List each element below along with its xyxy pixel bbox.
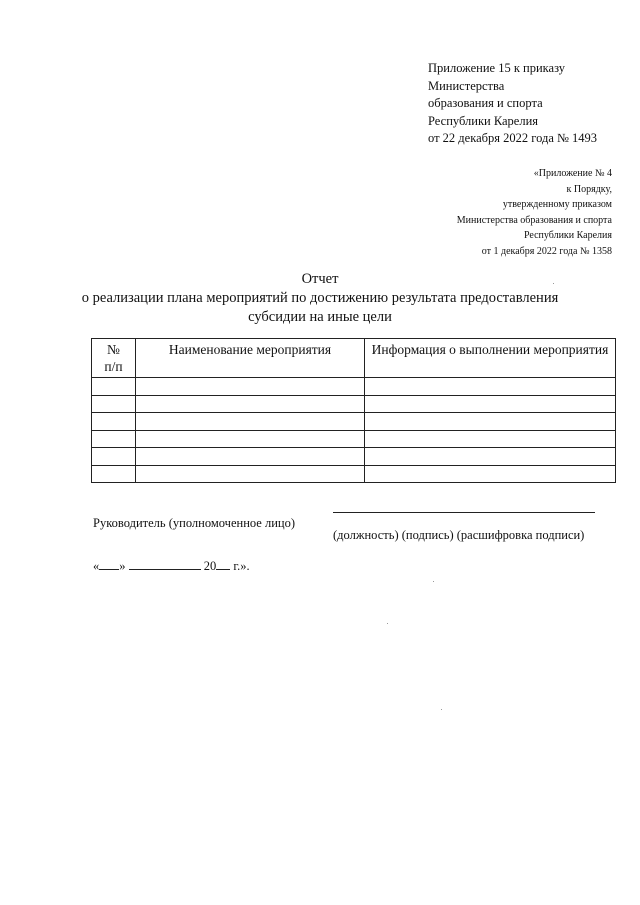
row-number-cell[interactable]	[92, 395, 136, 413]
row-number-cell[interactable]	[92, 465, 136, 483]
scan-speck	[441, 709, 442, 710]
report-table	[91, 338, 616, 483]
table-row	[92, 448, 616, 466]
date-month-blank[interactable]	[129, 557, 201, 570]
appendix-4-line: к Порядку,	[566, 183, 612, 195]
date-century: 20	[203, 559, 217, 573]
date-year-blank[interactable]	[216, 557, 230, 570]
appendix-15-header	[428, 60, 597, 148]
table-row	[92, 465, 616, 483]
signature-line[interactable]	[333, 512, 595, 514]
report-title	[0, 270, 640, 327]
date-day-blank[interactable]	[99, 557, 119, 570]
report-title-subject-cont: субсидии на иные цели	[248, 309, 392, 325]
header-event-name: Наименование мероприятия	[136, 339, 365, 378]
row-number-cell[interactable]	[92, 378, 136, 396]
row-execution-info-cell[interactable]	[365, 413, 616, 431]
report-title-heading: Отчет	[301, 271, 339, 287]
appendix-4-line: «Приложение № 4	[533, 168, 612, 179]
row-event-name-cell[interactable]	[136, 395, 365, 413]
row-execution-info-cell[interactable]	[365, 378, 616, 396]
table-row	[92, 413, 616, 431]
header-execution-info: Информация о выполнении мероприятия	[365, 339, 616, 378]
row-execution-info-cell[interactable]	[365, 448, 616, 466]
row-execution-info-cell[interactable]	[365, 395, 616, 413]
appendix-4-line: Министерства образования и спорта	[456, 214, 612, 226]
date-close-quote: »	[119, 559, 126, 573]
appendix-15-line: образования и спорта	[428, 96, 543, 110]
date-open-quote: «	[93, 559, 100, 573]
date-line	[93, 557, 250, 574]
row-number-cell[interactable]	[92, 448, 136, 466]
row-event-name-cell[interactable]	[136, 448, 365, 466]
date-suffix: г.».	[233, 559, 250, 573]
appendix-4-line: Республики Карелия	[523, 230, 612, 241]
row-event-name-cell[interactable]	[136, 378, 365, 396]
appendix-4-header	[457, 166, 612, 259]
table-row	[92, 430, 616, 448]
row-event-name-cell[interactable]	[136, 413, 365, 431]
row-event-name-cell[interactable]	[136, 465, 365, 483]
scan-speck	[387, 623, 388, 624]
table-row	[92, 395, 616, 413]
table-row	[92, 378, 616, 396]
appendix-15-line: Приложение 15 к приказу	[428, 61, 566, 75]
row-event-name-cell[interactable]	[136, 430, 365, 448]
scan-speck	[433, 581, 434, 582]
appendix-15-line: Республики Карелия	[428, 113, 539, 128]
row-number-cell[interactable]	[92, 413, 136, 431]
appendix-4-line: утвержденному приказом	[502, 199, 612, 210]
table-header-row	[92, 339, 616, 378]
row-execution-info-cell[interactable]	[365, 430, 616, 448]
signature-label: Руководитель (уполномоченное лицо)	[93, 516, 296, 530]
header-number: № п/п	[92, 339, 136, 378]
appendix-15-line: Министерства	[428, 78, 505, 93]
signature-caption: (должность) (подпись) (расшифровка подписи)	[333, 528, 585, 542]
row-number-cell[interactable]	[92, 430, 136, 448]
row-execution-info-cell[interactable]	[365, 465, 616, 483]
scan-speck	[553, 283, 554, 284]
appendix-15-line: от 22 декабря 2022 года № 1493	[428, 131, 598, 145]
appendix-4-line: от 1 декабря 2022 года № 1358	[481, 245, 612, 257]
report-title-subject: о реализации плана мероприятий по достижению результата предоставления	[81, 290, 559, 306]
